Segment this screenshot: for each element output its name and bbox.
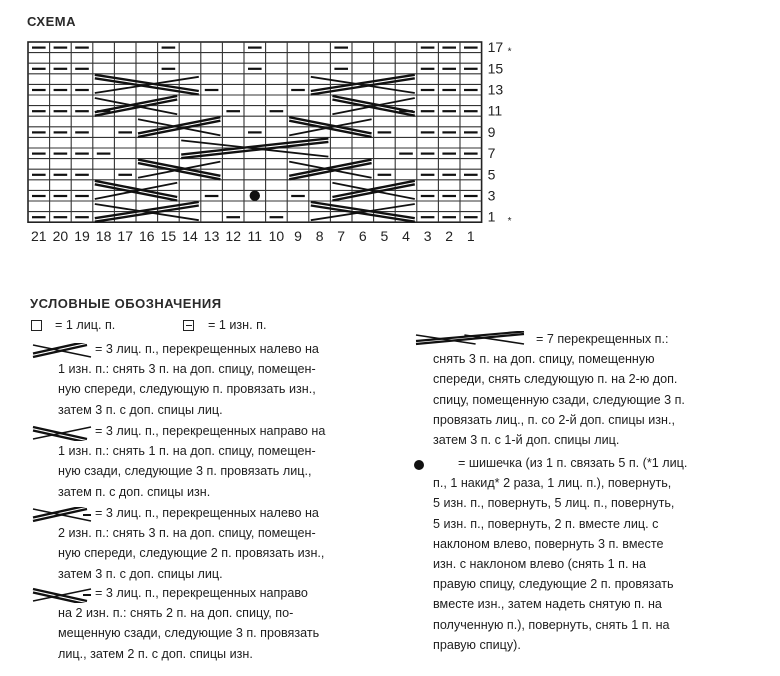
column-label: 2 bbox=[445, 228, 454, 245]
purl-dash bbox=[442, 89, 456, 91]
purl-dash bbox=[442, 68, 456, 70]
purl-dash bbox=[226, 216, 240, 218]
purl-dash bbox=[464, 174, 478, 176]
column-label: 11 bbox=[247, 228, 263, 245]
purl-dash bbox=[248, 47, 262, 49]
purl-dash bbox=[464, 89, 478, 91]
scheme-heading: СХЕМА bbox=[27, 14, 76, 29]
column-label: 8 bbox=[315, 228, 324, 245]
purl-dash bbox=[54, 110, 68, 112]
purl-dash bbox=[464, 153, 478, 155]
purl-dash bbox=[97, 153, 111, 155]
purl-dash bbox=[442, 153, 456, 155]
purl-dash bbox=[32, 89, 46, 91]
purl-dash bbox=[270, 216, 284, 218]
purl-dash bbox=[75, 216, 89, 218]
legend-knit: = 1 лиц. п. bbox=[55, 318, 116, 332]
purl-dash bbox=[75, 89, 89, 91]
column-label: 13 bbox=[203, 228, 220, 245]
purl-dash bbox=[32, 131, 46, 133]
row-label: 17 bbox=[487, 39, 504, 56]
purl-dash bbox=[442, 195, 456, 197]
purl-dash bbox=[421, 195, 435, 197]
purl-dash bbox=[421, 216, 435, 218]
purl-dash bbox=[32, 174, 46, 176]
purl-dash bbox=[421, 131, 435, 133]
purl-dash bbox=[118, 174, 132, 176]
asterisk-mark: * bbox=[507, 46, 512, 58]
column-label: 10 bbox=[268, 228, 285, 245]
purl-dash bbox=[421, 110, 435, 112]
purl-dash bbox=[442, 216, 456, 218]
row-label: 3 bbox=[487, 187, 496, 204]
purl-dash bbox=[75, 174, 89, 176]
purl-dash bbox=[421, 89, 435, 91]
purl-square-icon bbox=[183, 320, 194, 331]
chart-bobble bbox=[250, 191, 260, 201]
legend-purl: = 1 изн. п. bbox=[208, 318, 267, 332]
purl-dash bbox=[54, 68, 68, 70]
purl-dash bbox=[54, 89, 68, 91]
purl-dash bbox=[421, 47, 435, 49]
row-label: 15 bbox=[487, 60, 504, 77]
knitting-chart bbox=[0, 0, 780, 260]
column-label: 3 bbox=[423, 228, 432, 245]
purl-dash bbox=[75, 153, 89, 155]
purl-dash bbox=[75, 47, 89, 49]
row-label: 5 bbox=[487, 166, 496, 183]
purl-dash bbox=[32, 216, 46, 218]
purl-dash bbox=[54, 195, 68, 197]
column-label: 6 bbox=[358, 228, 367, 245]
column-label: 9 bbox=[294, 228, 302, 245]
column-label: 14 bbox=[182, 228, 198, 245]
purl-dash bbox=[118, 131, 132, 133]
purl-dash bbox=[464, 47, 478, 49]
column-label: 20 bbox=[52, 228, 69, 245]
purl-dash bbox=[291, 89, 305, 91]
purl-dash bbox=[464, 68, 478, 70]
column-label: 12 bbox=[225, 228, 241, 245]
purl-dash bbox=[464, 110, 478, 112]
purl-dash bbox=[464, 131, 478, 133]
purl-dash bbox=[32, 153, 46, 155]
purl-dash bbox=[464, 216, 478, 218]
bobble-icon bbox=[414, 460, 424, 470]
purl-dash bbox=[54, 216, 68, 218]
purl-dash bbox=[442, 131, 456, 133]
row-label: 7 bbox=[487, 145, 496, 162]
purl-dash bbox=[32, 68, 46, 70]
column-label: 17 bbox=[117, 228, 133, 245]
purl-dash bbox=[32, 195, 46, 197]
purl-dash bbox=[54, 174, 68, 176]
knit-square-icon bbox=[31, 320, 42, 331]
column-label: 18 bbox=[95, 228, 112, 245]
purl-dash bbox=[334, 47, 348, 49]
purl-dash bbox=[226, 110, 240, 112]
column-label: 15 bbox=[160, 228, 177, 245]
purl-dash bbox=[205, 89, 219, 91]
purl-dash bbox=[32, 47, 46, 49]
column-label: 7 bbox=[337, 228, 346, 245]
column-label: 1 bbox=[466, 228, 475, 245]
purl-dash bbox=[421, 153, 435, 155]
column-label: 16 bbox=[139, 228, 155, 245]
purl-dash bbox=[54, 47, 68, 49]
column-label: 5 bbox=[380, 228, 389, 245]
purl-dash bbox=[75, 195, 89, 197]
purl-dash bbox=[378, 174, 392, 176]
purl-dash bbox=[75, 110, 89, 112]
row-label: 9 bbox=[487, 123, 496, 140]
legend-heading: УСЛОВНЫЕ ОБОЗНАЧЕНИЯ bbox=[30, 296, 222, 311]
purl-dash bbox=[32, 110, 46, 112]
purl-dash bbox=[442, 47, 456, 49]
column-label: 19 bbox=[74, 228, 90, 245]
purl-dash bbox=[270, 110, 284, 112]
purl-dash bbox=[421, 174, 435, 176]
purl-dash bbox=[421, 68, 435, 70]
row-label: 1 bbox=[487, 208, 496, 225]
purl-dash bbox=[75, 68, 89, 70]
purl-dash bbox=[54, 153, 68, 155]
purl-dash bbox=[205, 195, 219, 197]
row-label: 11 bbox=[487, 102, 503, 119]
purl-dash bbox=[442, 174, 456, 176]
purl-dash bbox=[75, 131, 89, 133]
purl-dash bbox=[162, 47, 176, 49]
purl-dash bbox=[464, 195, 478, 197]
purl-dash bbox=[334, 68, 348, 70]
purl-dash bbox=[378, 131, 392, 133]
column-label: 21 bbox=[31, 228, 47, 245]
purl-dash bbox=[54, 131, 68, 133]
asterisk-mark: * bbox=[507, 216, 512, 228]
purl-dash bbox=[248, 131, 262, 133]
purl-dash bbox=[399, 153, 413, 155]
purl-dash bbox=[248, 68, 262, 70]
column-label: 4 bbox=[402, 228, 410, 245]
purl-dash bbox=[442, 110, 456, 112]
purl-dash bbox=[291, 195, 305, 197]
purl-dash bbox=[162, 68, 176, 70]
row-label: 13 bbox=[487, 81, 504, 98]
